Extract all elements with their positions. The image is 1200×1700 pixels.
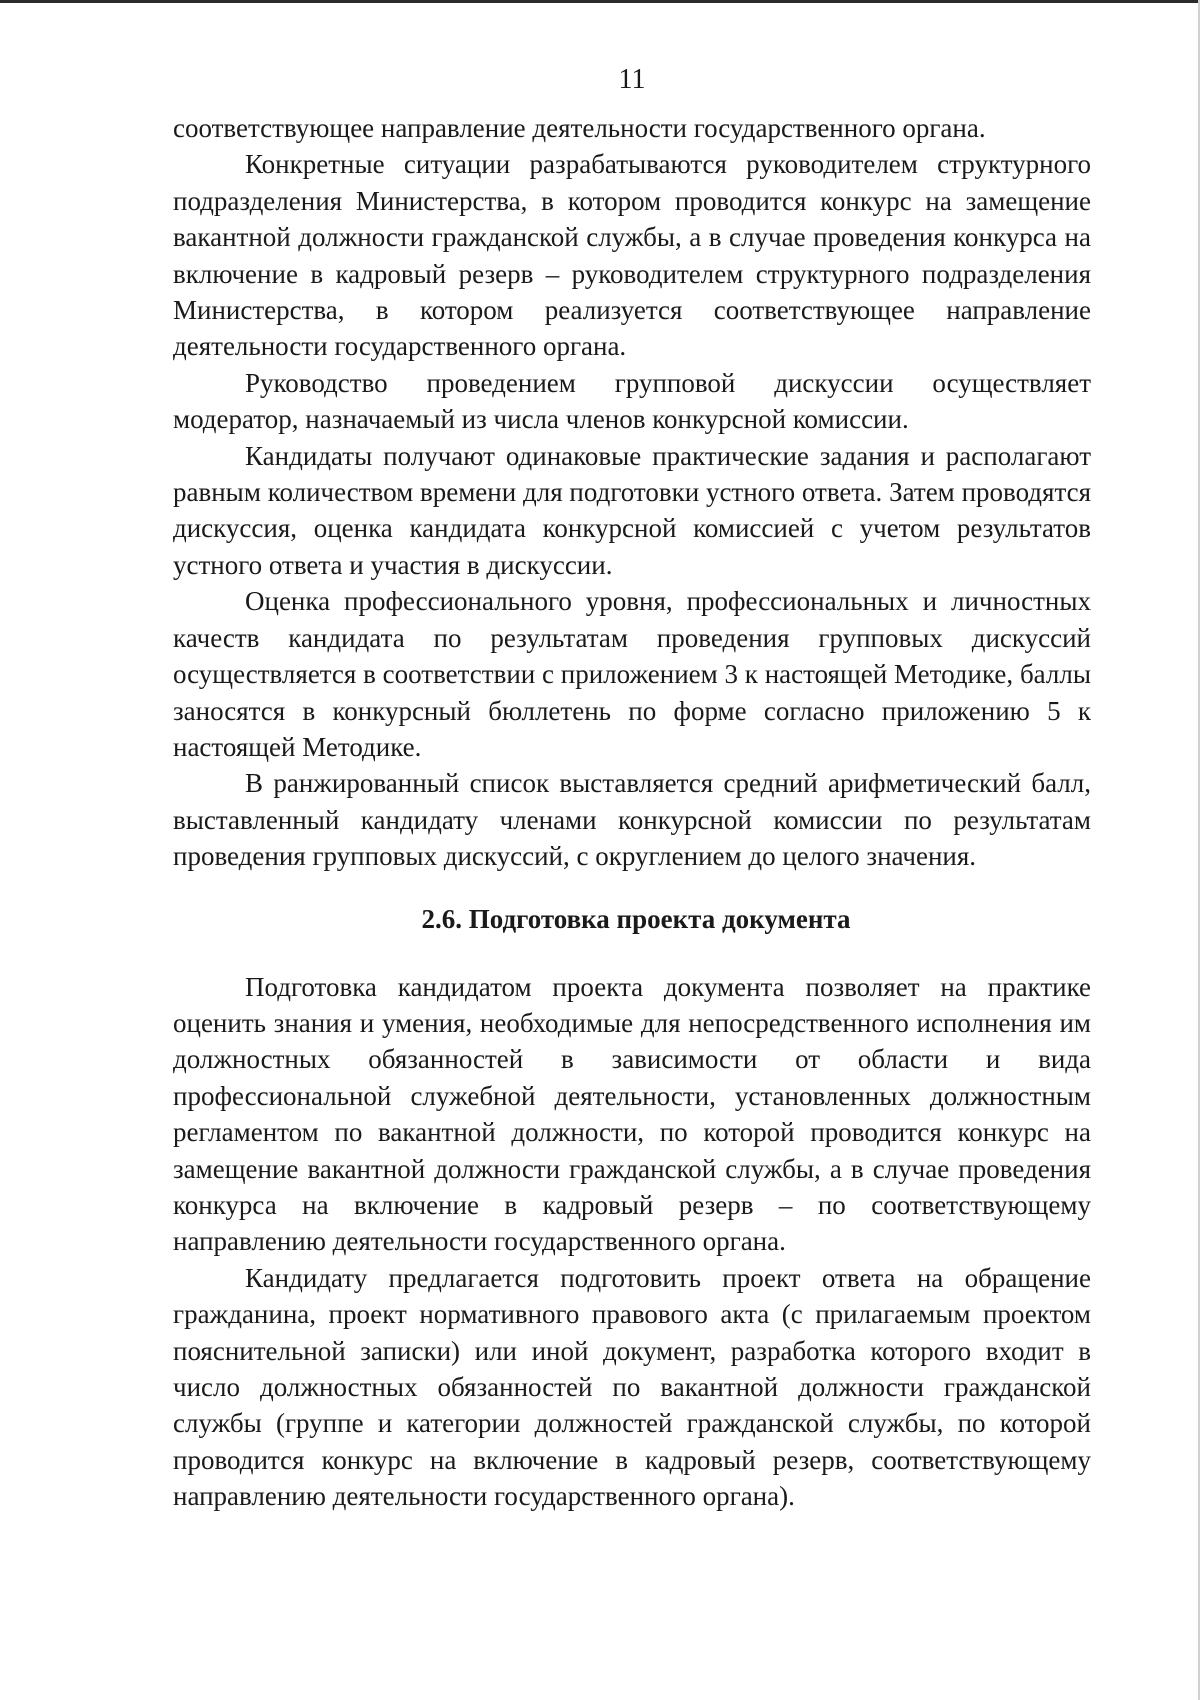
- paragraph-continuation: соответствующее направление деятельности государственного органа.: [173, 113, 986, 143]
- document-page: [173, 62, 1091, 1515]
- paragraph-specific-situations: Конкретные ситуации разрабатываются руководителем структурного подразделения Министерства, в котором проводится конкурс на замещение вакантной должности гражданской службы, а в случае проведения конкурса на включение в кадровый резерв – руководителем структурного подразделения Министерства, в котором реализуется соответствующее направление деятельности государственного органа.: [173, 149, 1091, 362]
- paragraph-evaluation: Оценка профессионального уровня, профессиональных и личностных качеств кандидата по результатам проведения групповых дискуссий осуществляется в соответствии с приложением 3 к настоящей Методике, баллы заносятся в конкурсный бюллетень по форме согласно приложению 5 к настоящей Методике.: [173, 586, 1091, 762]
- paragraphs-before-heading: [173, 110, 1091, 875]
- scan-edge-top: [0, 0, 1200, 3]
- paragraph-document-preparation: Подготовка кандидатом проекта документа позволяет на практике оценить знания и умения, необходимые для непосредственного исполнения им должностных обязанностей в зависимости от области и вида профессиональной служебной деятельности, установленных должностным регламентом по вакантной должности, по которой проводится конкурс на замещение вакантной должности гражданской службы, а в случае проведения конкурса на включение в кадровый резерв – по соответствующему направлению деятельности государственного органа.: [173, 971, 1091, 1257]
- page-number: 11: [618, 64, 646, 95]
- paragraph-candidates-tasks: Кандидаты получают одинаковые практические задания и располагают равным количеством времени для подготовки устного ответа. Затем проводятся дискуссия, оценка кандидата конкурсной комиссией с учетом результатов устного ответа и участия в дискуссии.: [173, 440, 1091, 580]
- section-heading: 2.6. Подготовка проекта документа: [421, 903, 851, 934]
- paragraph-candidate-assignment: Кандидату предлагается подготовить проект ответа на обращение гражданина, проект нормативного правового акта (с прилагаемым проектом пояснительной записки) или иной документ, разработка которого входит в число должностных обязанностей по вакантной должности гражданской службы (группе и категории должностей гражданской службы, по которой проводится конкурс на включение в кадровый резерв, соответствующему направлению деятельности государственного органа).: [173, 1262, 1091, 1512]
- paragraphs-after-heading: [173, 969, 1091, 1515]
- paragraph-moderator: Руководство проведением групповой дискуссии осуществляет модератор, назначаемый из числа членов конкурсной комиссии.: [173, 367, 1091, 435]
- paragraph-ranked-list: В ранжированный список выставляется средний арифметический балл, выставленный кандидату членами конкурсной комиссии по результатам проведения групповых дискуссий, с округлением до целого значения.: [173, 768, 1091, 872]
